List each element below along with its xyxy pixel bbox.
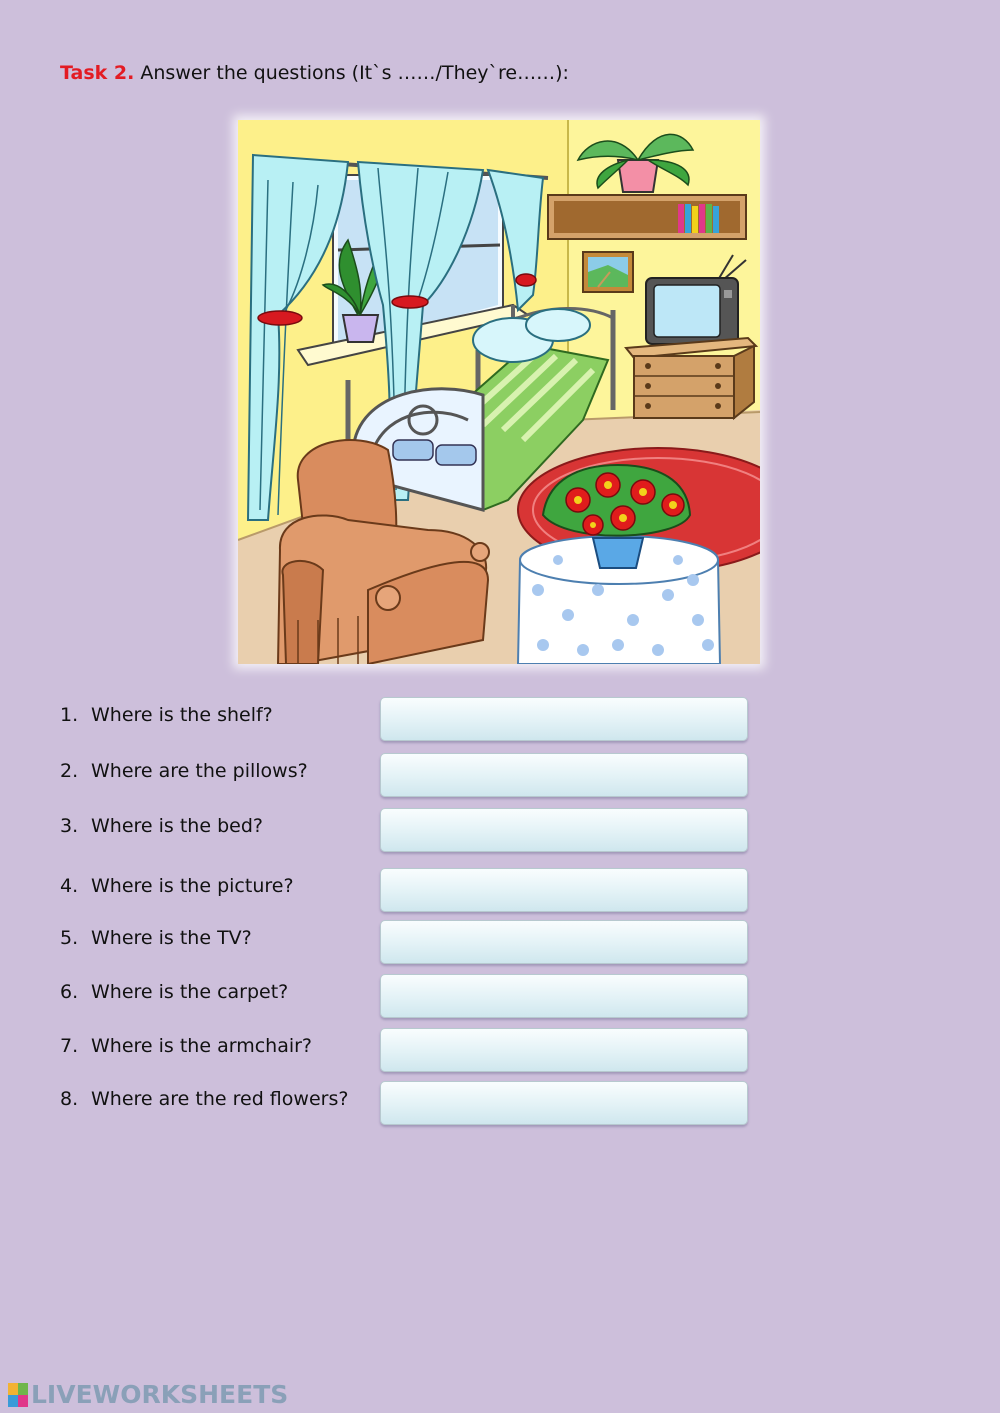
- question-number: 1.: [60, 704, 79, 726]
- question-text: Where are the red flowers?: [91, 1088, 349, 1110]
- question-text: Where is the shelf?: [91, 704, 273, 726]
- task-instruction: Answer the questions (It`s ……/They`re……):: [140, 62, 569, 84]
- answer-input-2[interactable]: [380, 753, 748, 797]
- question-row: [60, 865, 760, 911]
- answer-input-8[interactable]: [380, 1081, 748, 1125]
- question-text: Where is the bed?: [91, 815, 263, 837]
- question-text: Where is the TV?: [91, 927, 252, 949]
- liveworksheets-logo-icon: [8, 1383, 28, 1407]
- liveworksheets-brand: [8, 1380, 288, 1409]
- answer-input-4[interactable]: [380, 868, 748, 912]
- answer-input-1[interactable]: [380, 697, 748, 741]
- question-number: 6.: [60, 981, 79, 1003]
- question-number: 2.: [60, 760, 79, 782]
- question-text: Where is the carpet?: [91, 981, 289, 1003]
- question-row: [60, 917, 760, 963]
- question-row: [60, 750, 760, 796]
- bedroom-scene-illustration: [238, 120, 760, 664]
- question-row: [60, 805, 760, 851]
- question-number: 5.: [60, 927, 79, 949]
- task-heading: [60, 62, 569, 84]
- answer-input-6[interactable]: [380, 974, 748, 1018]
- shelf-icon: [548, 195, 746, 239]
- question-text: Where is the picture?: [91, 875, 294, 897]
- question-text: Where are the pillows?: [91, 760, 308, 782]
- brand-name: LIVEWORKSHEETS: [31, 1380, 289, 1409]
- answer-input-5[interactable]: [380, 920, 748, 964]
- picture-frame-icon: [583, 252, 633, 292]
- answer-input-7[interactable]: [380, 1028, 748, 1072]
- question-number: 3.: [60, 815, 79, 837]
- question-number: 8.: [60, 1088, 79, 1110]
- question-number: 4.: [60, 875, 79, 897]
- task-label: Task 2.: [60, 62, 135, 84]
- answer-input-3[interactable]: [380, 808, 748, 852]
- question-row: [60, 1078, 760, 1124]
- question-row: [60, 694, 760, 740]
- question-row: [60, 971, 760, 1017]
- question-row: [60, 1025, 760, 1071]
- question-text: Where is the armchair?: [91, 1035, 313, 1057]
- question-number: 7.: [60, 1035, 79, 1057]
